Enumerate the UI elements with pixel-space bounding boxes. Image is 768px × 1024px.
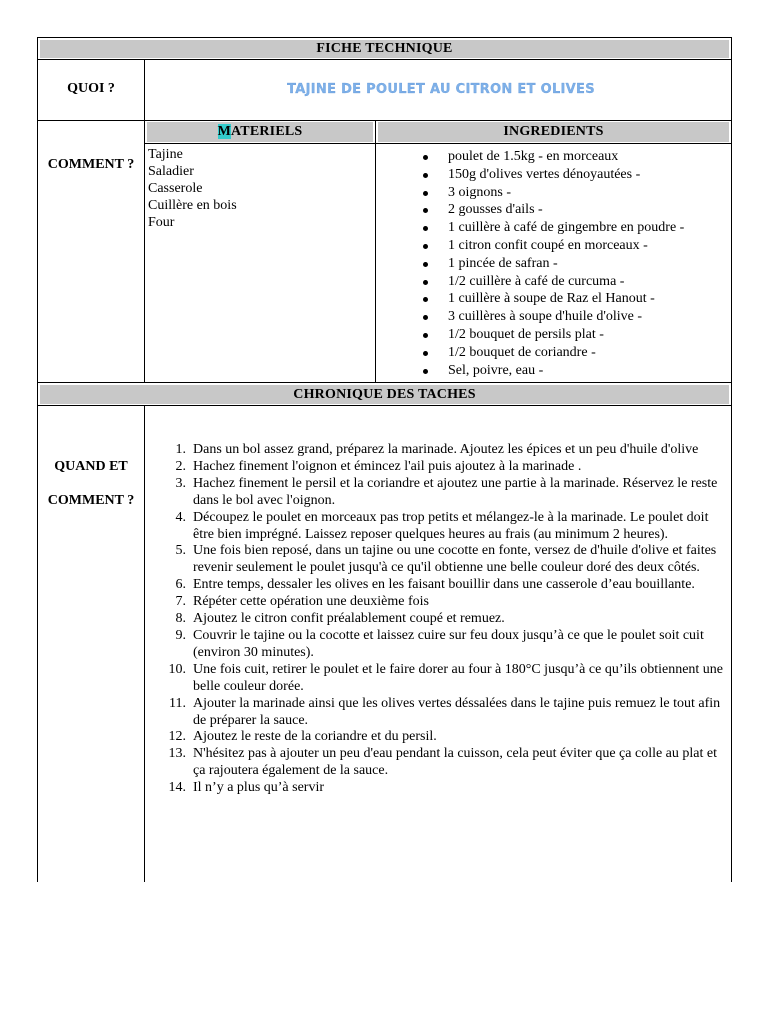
step-item: 8. Ajoutez le citron confit préalablement coupé et remuez.	[175, 611, 505, 627]
step-text: Couvrir le tajine ou la cocotte et laissez cuire sur feu doux jusqu’à ce que le poulet soit cuit (environ 30 minutes).	[193, 627, 704, 660]
step-item: 3. Hachez finement le persil et la coriandre et ajoutez une partie à la marinade. Réservez le reste dans le bol avec l'oignon.	[175, 475, 718, 508]
table-border-left	[37, 37, 38, 882]
list-item: 1 citron confit coupé en morceaux -	[418, 237, 684, 255]
list-item: 1/2 bouquet de persils plat -	[418, 326, 684, 344]
step-item: 10. Une fois cuit, retirer le poulet et le faire dorer au four à 180°C jusqu’à ce qu’ils obtiennent une belle couleur dorée.	[168, 661, 724, 694]
list-item: 150g d'olives vertes dénoyautées -	[418, 166, 684, 184]
list-item: 1 cuillère à soupe de Raz el Hanout -	[418, 290, 684, 308]
list-item: Sel, poivre, eau -	[418, 362, 684, 380]
step-item: 1. Dans un bol assez grand, préparez la marinade. Ajoutez les épices et un peu d'huile d'olive	[175, 442, 699, 457]
table-column-divider	[144, 405, 145, 882]
table-divider	[37, 59, 732, 60]
step-item: 7. Répéter cette opération une deuxième fois	[175, 594, 429, 610]
materiels-heading-highlight: M	[217, 124, 232, 139]
table-column-divider	[144, 59, 145, 382]
list-item: Saladier	[148, 164, 194, 179]
ingredients-list	[418, 148, 684, 379]
step-item: 6. Entre temps, dessaler les olives en les faisant bouillir dans une casserole d’eau bouillante.	[175, 577, 695, 593]
list-item: Cuillère en bois	[148, 198, 237, 213]
comment-label: COMMENT ?	[47, 157, 135, 172]
step-item: 5. Une fois bien reposé, dans un tajine ou une cocotte en fonte, versez de d'huile d'olive et faites revenir seulement le poulet jusqu'à ce qu'il obtienne une belle couleur doré des deux côtés.	[175, 543, 717, 576]
step-item: 11. Ajouter la marinade ainsi que les olives vertes déssalées dans le tajine puis remuez le tout afin de préparer la sauce.	[169, 695, 721, 728]
step-text: Une fois bien reposé, dans un tajine ou une cocotte en fonte, versez de d'huile d'olive et faites revenir seulement le poulet jusqu'à ce qu'il obtienne une belle couleur doré des deux côtés.	[193, 543, 717, 576]
table-divider	[144, 143, 732, 144]
materiels-heading-rest: ATERIELS	[231, 124, 303, 139]
list-item: poulet de 1.5kg - en morceaux	[418, 148, 684, 166]
table-column-divider	[375, 120, 376, 382]
table-divider	[37, 120, 732, 121]
quoi-label: QUOI ?	[67, 81, 115, 96]
list-item: 1 cuillère à café de gingembre en poudre -	[418, 219, 684, 237]
ingredients-heading: INGREDIENTS	[378, 122, 729, 142]
materiels-list	[148, 146, 237, 231]
step-text: Hachez finement l'oignon et émincez l'ail puis ajoutez à la marinade .	[193, 458, 582, 474]
step-text: Une fois cuit, retirer le poulet et le faire dorer au four à 180°C jusqu’à ce qu’ils obtiennent une belle couleur dorée.	[193, 661, 724, 694]
list-item: 2 gousses d'ails -	[418, 201, 684, 219]
step-text: Dans un bol assez grand, préparez la marinade. Ajoutez les épices et un peu d'huile d'olive	[193, 442, 699, 457]
list-item: 1/2 cuillère à café de curcuma -	[418, 273, 684, 291]
quand-comment-label: COMMENT ?	[47, 493, 135, 508]
list-item: Casserole	[148, 181, 203, 196]
steps-list	[164, 442, 730, 797]
table-border-top	[37, 37, 732, 38]
step-text: Ajoutez le reste de la coriandre et du persil.	[193, 729, 437, 745]
step-item: 12. Ajoutez le reste de la coriandre et du persil.	[168, 729, 437, 745]
step-text: Il n’y a plus qu’à servir	[193, 780, 325, 796]
step-text: Découpez le poulet en morceaux pas trop petits et mélangez-le à la marinade. Le poulet doit être bien imprégné. Laissez reposer quelques heures au frais (au minimum 2 heures).	[193, 509, 709, 542]
step-text: Ajoutez le citron confit préalablement coupé et remuez.	[193, 611, 505, 627]
step-text: N'hésitez pas à ajouter un peu d'eau pendant la cuisson, cela peut éviter que ça colle au plat et ça rajoutera également de la sauce.	[193, 746, 717, 779]
quand-label: QUAND ET	[54, 459, 128, 474]
list-item: 1 pincée de safran -	[418, 255, 684, 273]
chronique-heading: CHRONIQUE DES TACHES	[40, 385, 729, 404]
step-item: 13. N'hésitez pas à ajouter un peu d'eau pendant la cuisson, cela peut éviter que ça colle au plat et ça rajoutera également de la sauce.	[168, 746, 717, 779]
step-text: Hachez finement le persil et la coriandre et ajoutez une partie à la marinade. Réservez le reste dans le bol avec l'oignon.	[193, 475, 718, 508]
table-divider	[37, 382, 732, 383]
step-item: 4. Découpez le poulet en morceaux pas trop petits et mélangez-le à la marinade. Le poulet doit être bien imprégné. Laissez reposer quelques heures au frais (au minimum 2 heures).	[175, 509, 709, 542]
list-item: 1/2 bouquet de coriandre -	[418, 344, 684, 362]
list-item: 3 oignons -	[418, 184, 684, 202]
header-band	[40, 40, 729, 58]
step-item: 2. Hachez finement l'oignon et émincez l'ail puis ajoutez à la marinade .	[175, 458, 582, 474]
list-item: Tajine	[148, 147, 183, 162]
materiels-heading	[147, 122, 373, 142]
page-title: FICHE TECHNIQUE	[316, 41, 453, 56]
recipe-title: TAJINE DE POULET AU CITRON ET OLIVES	[287, 82, 595, 97]
list-item: 3 cuillères à soupe d'huile d'olive -	[418, 308, 684, 326]
list-item: Four	[148, 215, 175, 230]
step-item: 9. Couvrir le tajine ou la cocotte et laissez cuire sur feu doux jusqu’à ce que le poulet soit cuit (environ 30 minutes).	[175, 627, 704, 660]
step-text: Ajouter la marinade ainsi que les olives vertes déssalées dans le tajine puis remuez le tout afin de préparer la sauce.	[193, 695, 721, 728]
table-border-right	[731, 37, 732, 882]
table-divider	[37, 405, 732, 406]
step-text: Répéter cette opération une deuxième fois	[193, 594, 429, 610]
step-text: Entre temps, dessaler les olives en les faisant bouillir dans une casserole d’eau bouillante.	[193, 577, 695, 593]
step-item: 14. Il n’y a plus qu’à servir	[168, 780, 325, 796]
